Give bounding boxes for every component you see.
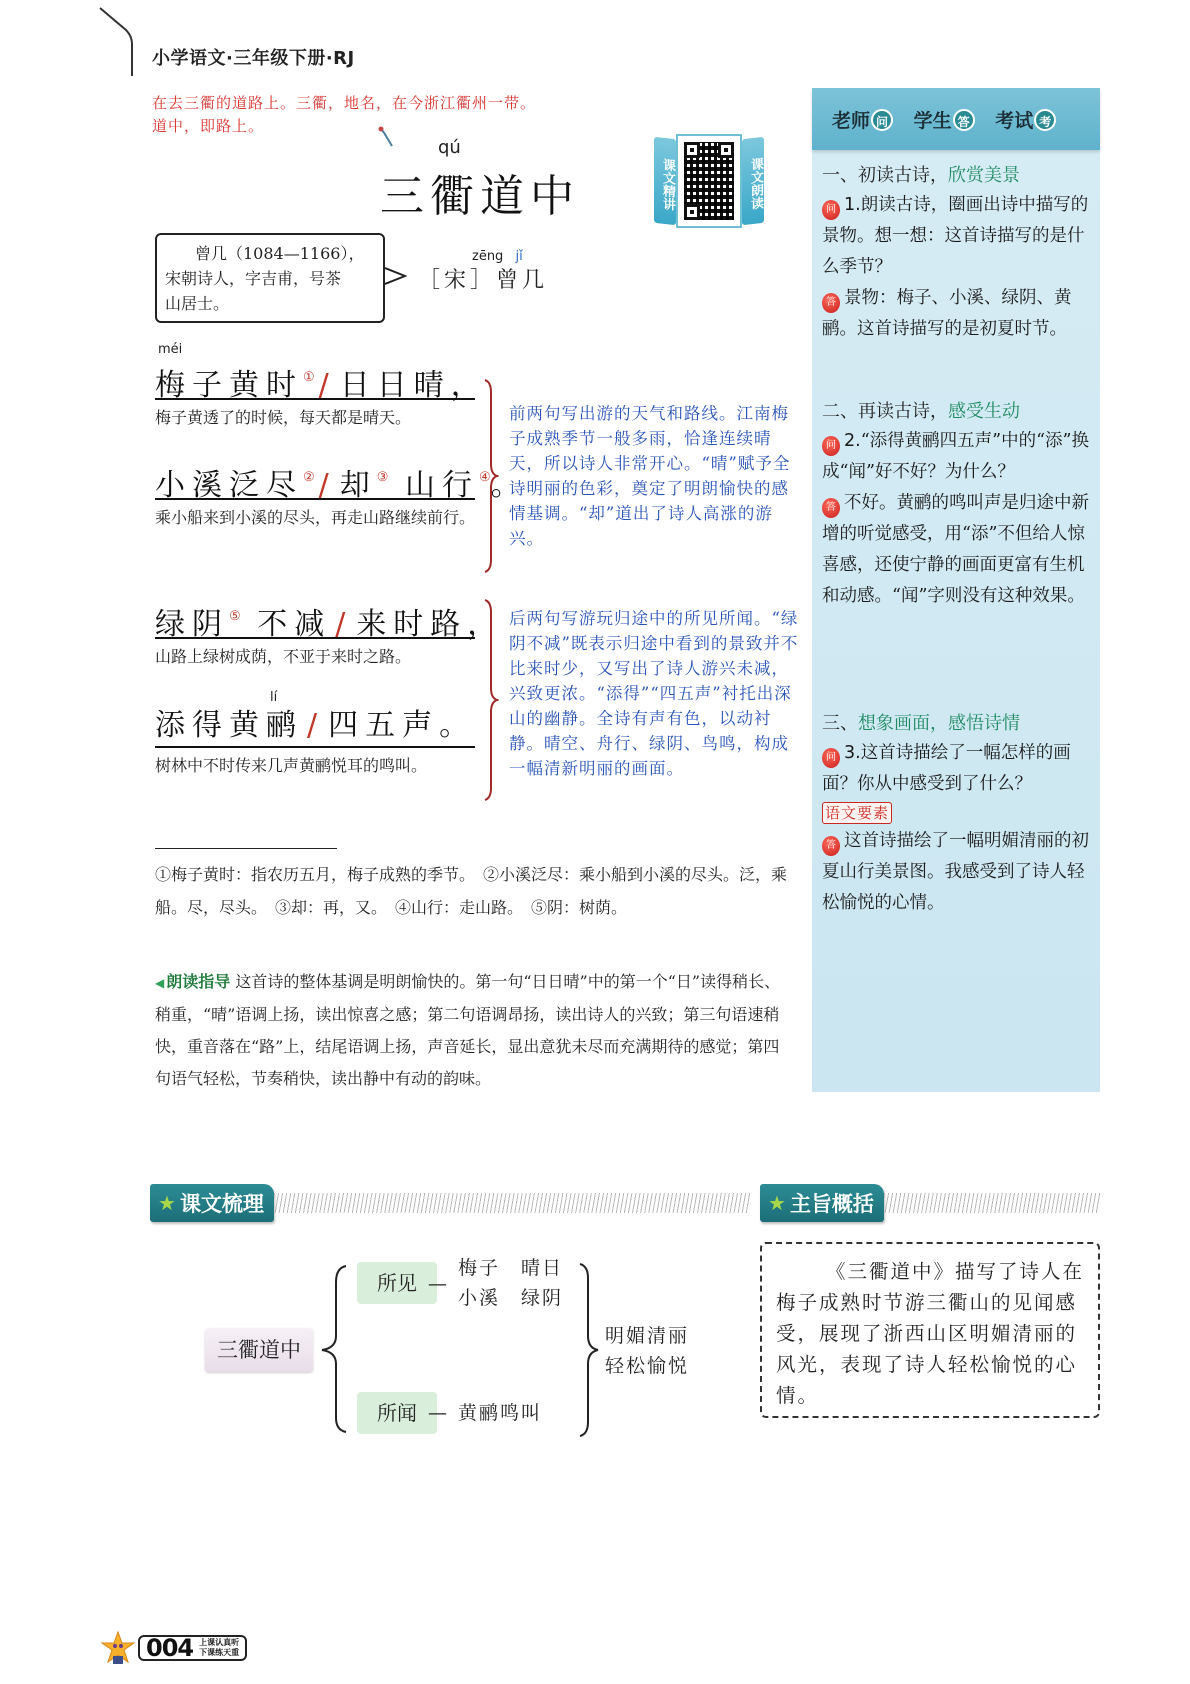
question-number: 2. — [844, 431, 861, 451]
star-mascot-icon — [100, 1630, 136, 1666]
footnote-marker: ⑤ — [229, 609, 241, 624]
theme-summary-text: 《三衢道中》描写了诗人在梅子成熟时节游三衢山的见闻感受，展现了浙西山区明媚清丽的风光，表现了诗人轻松愉悦的心情。 — [776, 1260, 1085, 1407]
theme-banner — [760, 1185, 1100, 1221]
author-info-box — [155, 233, 385, 323]
theme-banner-flag — [760, 1184, 884, 1222]
theme-summary-box — [760, 1242, 1100, 1418]
poem-pinyin: lí — [270, 690, 278, 705]
section-title-prefix: 三、 — [822, 713, 858, 734]
poem-translation: 乘小船来到小溪的尽头，再走山路继续前行。 — [155, 508, 476, 527]
answer-pin-icon: 答 — [822, 293, 840, 313]
footnote-marker: ② — [303, 470, 315, 485]
question-pin-icon: 问 — [822, 436, 840, 456]
analysis-note-first-half: 前两句写出游的天气和路线。江南梅子成熟季节一般多雨，恰逢连续晴天，所以诗人非常开心。“晴”赋予全诗明丽的色彩，奠定了明朗愉快的感情基调。“却”道出了诗人高涨的游兴。 — [509, 404, 791, 548]
question-text: 这首诗描绘了一幅怎样的画面？你从中感受到了什么？ — [822, 743, 1071, 794]
title-pinyin: qú — [438, 137, 461, 158]
answer-text: 这首诗描绘了一幅明媚清丽的初夏山行美景图。我感受到了诗人轻松愉悦的心情。 — [822, 831, 1089, 913]
section-title-highlight: 欣赏美景 — [948, 165, 1020, 186]
poem-stanza-1 — [155, 356, 488, 434]
mindmap-brace-icon — [318, 1264, 348, 1434]
pinyin-ji: jǐ — [515, 249, 523, 264]
annotation-line: 道中，即路上。 — [152, 117, 265, 135]
poem-phrase: 日日晴， — [339, 368, 488, 403]
mindmap-seen-items: 梅子 晴日 — [458, 1257, 564, 1279]
section-title-highlight: 感受生动 — [948, 401, 1020, 422]
poem-phrase: 小溪泛尽 — [155, 468, 303, 503]
poem-stanza-2 — [155, 456, 528, 534]
analysis-note-second-half: 后两句写游玩归途中的所见所闻。“绿阴不减”既表示归途中看到的景致并不比来时少，又写出了诗人游兴未减，兴致更浓。“添得”“四五声”衬托出深山的幽静。全诗有声有色，以动衬静。晴空、舟行、绿阴、鸟鸣，构成一幅清新明丽的画面。 — [509, 609, 799, 778]
poem-phrase: 却 — [339, 468, 377, 503]
brace-icon — [483, 378, 499, 574]
annotation-line: 在去三衢的道路上。三衢，地名，在今浙江衢州一带。 — [152, 94, 537, 112]
author-dynasty-name: ［宋］曾几 — [418, 268, 549, 293]
qr-label-reading[interactable]: 课文朗读 — [742, 137, 764, 225]
reading-guide-text: 这首诗的整体基调是明朗愉快的。第一句“日日晴”中的第一个“日”读得稍长、稍重，“晴”语调上扬，读出惊喜之感；第二句语调昂扬，读出诗人的兴致；第三句语速稍快，重音落在“路”上，结尾语调上扬，声音延长，显出意犹未尽而充满期待的感觉；第四句语气轻松，节奏稍快，读出静中有动的韵味。 — [155, 972, 781, 1088]
poem-translation: 山路上绿树成荫，不亚于来时之路。 — [155, 647, 412, 666]
brace-icon — [483, 598, 499, 802]
pause-mark: / — [335, 607, 353, 642]
poem-phrase: 山行 — [388, 468, 479, 503]
poem-phrase: 梅子黄时 — [155, 368, 303, 403]
author-info-line: 曾几（1084—1166）， — [195, 244, 365, 263]
section-title — [822, 162, 1094, 190]
question-text: “添得黄鹂四五声”中的“添”换成“闻”好不好？为什么？ — [822, 431, 1089, 482]
answer — [822, 826, 1094, 919]
poem-title: 三衢道中 — [380, 171, 580, 222]
answer-text: 景物：梅子、小溪、绿阴、黄鹂。这首诗描写的是初夏时节。 — [822, 288, 1072, 339]
poem-phrase: 四五声。 — [328, 708, 477, 743]
poem-stanza-4 — [155, 704, 475, 782]
qa-panel-header — [812, 88, 1100, 150]
qr-code-widget[interactable] — [654, 134, 764, 230]
qa-section-1 — [822, 162, 1094, 345]
poem-line — [155, 595, 505, 642]
mindmap-summary: 轻松愉悦 — [605, 1355, 690, 1377]
mindmap-heard-items: 黄鹂鸣叫 — [458, 1402, 543, 1424]
poem-line — [155, 704, 475, 748]
teacher-label: 老师 — [832, 110, 871, 132]
pause-mark: / — [318, 368, 336, 403]
pause-mark: / — [318, 468, 336, 503]
question — [822, 426, 1094, 488]
footnotes: ①梅子黄时：指农历五月，梅子成熟的季节。 ②小溪泛尽：乘小船到小溪的尽头。泛，乘船。尽，尽头。 ③却：再，又。 ④山行：走山路。 ⑤阴：树荫。 — [155, 865, 788, 917]
poem-phrase: 来时路， — [356, 607, 505, 642]
author-pinyin — [472, 249, 523, 264]
qr-label-lecture[interactable]: 课文精讲 — [654, 137, 676, 225]
page-number-pill — [138, 1635, 247, 1661]
footer-slogan — [199, 1638, 239, 1658]
mindmap-node-seen: 所见 — [357, 1262, 437, 1304]
pinyin-zeng: zēng — [472, 249, 504, 264]
question-number: 3. — [844, 743, 861, 763]
page-number: 004 — [146, 1634, 194, 1662]
annotation-pointer-icon — [378, 126, 398, 148]
section-title-prefix: 一、初读古诗， — [822, 165, 948, 186]
poem-phrase: 不减 — [240, 607, 332, 642]
author-info-line: 宋朝诗人，字吉甫，号茶 — [165, 269, 342, 288]
answer-pin-icon: 答 — [822, 498, 840, 518]
section-title-highlight: 想象画面，感悟诗情 — [858, 713, 1020, 734]
question-badge-icon: 问 — [871, 109, 893, 131]
question-text: 朗读古诗，圈画出诗中描写的景物。想一想：这首诗描写的是什么季节？ — [822, 195, 1089, 277]
answer — [822, 283, 1094, 345]
poem-line — [155, 356, 488, 403]
page-footer — [100, 1628, 247, 1668]
poem-phrase: 。 — [490, 468, 528, 503]
question-pin-icon: 问 — [822, 748, 840, 768]
exam-badge-icon: 考 — [1034, 109, 1056, 131]
chinese-element-tag: 语文要素 — [822, 802, 892, 824]
student-label: 学生 — [913, 110, 952, 132]
poem-pinyin: méi — [158, 342, 183, 357]
title-annotation — [152, 92, 592, 138]
qa-side-panel — [812, 88, 1100, 1092]
star-icon: ★ — [158, 1191, 176, 1215]
poem-stanza-3 — [155, 595, 505, 673]
question-number: 1. — [844, 195, 861, 215]
tag-row — [822, 802, 1094, 824]
reading-guide-label: 朗读指导 — [166, 972, 231, 991]
structure-banner — [150, 1185, 750, 1221]
slogan-line: 上课认真听 — [199, 1638, 240, 1647]
poem-translation: 梅子黄透了的时候，每天都是晴天。 — [155, 408, 412, 427]
page-corner-mark — [98, 6, 134, 76]
section-title — [822, 710, 1094, 738]
mindmap-root: 三衢道中 — [205, 1328, 313, 1372]
speaker-icon: ◀ — [155, 976, 165, 990]
qa-section-3 — [822, 710, 1094, 919]
mindmap-brace-right-icon — [578, 1262, 600, 1437]
exam-label: 考试 — [995, 110, 1034, 132]
book-title: 小学语文·三年级下册·RJ — [152, 48, 355, 69]
slogan-line: 下课练天重 — [199, 1648, 240, 1657]
section-title-prefix: 二、再读古诗， — [822, 401, 948, 422]
footnote-marker: ④ — [478, 470, 491, 485]
poem-line — [155, 456, 528, 503]
qr-finder — [718, 142, 734, 158]
mindmap-dash: — — [428, 1402, 449, 1424]
poem-translation: 树林中不时传来几声黄鹂悦耳的鸣叫。 — [155, 756, 428, 775]
star-icon: ★ — [768, 1191, 786, 1215]
qa-section-2 — [822, 398, 1094, 612]
answer-text: 不好。黄鹂的鸣叫声是归途中新增的听觉感受，用“添”不但给人惊喜感，还使宁静的画面更富有生机和动感。“闻”字则没有这种效果。 — [822, 493, 1089, 606]
banner-stripes — [274, 1193, 750, 1213]
footnote-divider — [155, 848, 337, 849]
structure-banner-flag — [150, 1184, 274, 1222]
answer — [822, 488, 1094, 612]
theme-banner-title: 主旨概括 — [789, 1192, 874, 1216]
author-info-line: 山居士。 — [165, 294, 230, 313]
mindmap-dash: — — [428, 1273, 449, 1295]
section-title — [822, 398, 1094, 426]
footnote-marker: ③ — [376, 470, 389, 485]
reading-guide — [155, 966, 795, 1095]
structure-banner-title: 课文梳理 — [179, 1192, 264, 1216]
callout-arrow-icon — [385, 264, 407, 286]
mindmap-node-heard: 所闻 — [357, 1392, 437, 1434]
question — [822, 190, 1094, 283]
question — [822, 738, 1094, 800]
answer-badge-icon: 答 — [953, 109, 975, 131]
banner-stripes — [884, 1193, 1100, 1213]
qr-pattern — [684, 142, 734, 220]
pause-mark: / — [307, 708, 325, 743]
mindmap-summary: 明媚清丽 — [605, 1325, 690, 1347]
qr-finder — [684, 142, 700, 158]
poem-phrase: 绿阴 — [155, 607, 229, 642]
poem-phrase: 添得黄鹂 — [155, 708, 303, 743]
answer-pin-icon: 答 — [822, 836, 840, 856]
qr-finder — [684, 204, 700, 220]
question-pin-icon: 问 — [822, 200, 840, 220]
footnote-marker: ① — [303, 370, 315, 385]
mindmap-seen-items: 小溪 绿阴 — [458, 1287, 564, 1309]
qr-code[interactable] — [676, 134, 742, 228]
